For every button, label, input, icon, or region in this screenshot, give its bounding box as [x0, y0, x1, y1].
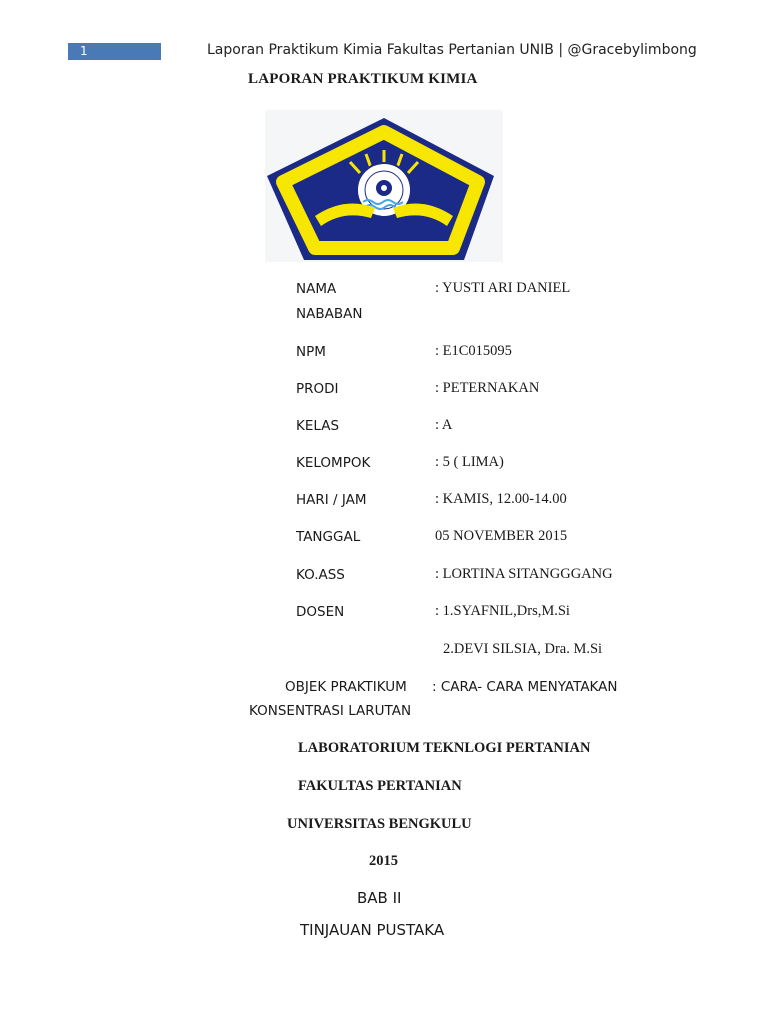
field-label-hari-jam: HARI / JAM	[296, 492, 367, 508]
objek-value: : CARA- CARA MENYATAKAN	[432, 679, 618, 695]
field-label-ko-ass: KO.ASS	[296, 567, 345, 583]
report-year: 2015	[369, 853, 398, 869]
field-label-dosen: DOSEN	[296, 604, 345, 620]
university-logo	[265, 110, 503, 262]
field-label-kelas: KELAS	[296, 418, 340, 434]
running-header: Laporan Praktikum Kimia Fakultas Pertanian UNIB | @Gracebylimbong	[207, 42, 697, 58]
chapter-number: BAB II	[357, 889, 402, 907]
faculty-name: FAKULTAS PERTANIAN	[298, 778, 462, 794]
field-label-prodi: PRODI	[296, 381, 339, 397]
field-value-dosen: : 1.SYAFNIL,Drs,M.Si	[435, 603, 570, 619]
field-value-hari-jam: : KAMIS, 12.00-14.00	[435, 491, 567, 507]
page-number-badge: 1	[68, 43, 161, 60]
field-label-nama: NAMA	[296, 281, 337, 297]
chapter-title: TINJAUAN PUSTAKA	[300, 921, 445, 939]
field-label-kelompok: KELOMPOK	[296, 455, 371, 471]
field-value-tanggal: 05 NOVEMBER 2015	[435, 528, 568, 544]
objek-value-continuation: KONSENTRASI LARUTAN	[249, 703, 412, 719]
university-name: UNIVERSITAS BENGKULU	[287, 816, 472, 832]
field-value-nama: : YUSTI ARI DANIEL	[435, 280, 571, 296]
field-value-npm: : E1C015095	[435, 343, 512, 359]
objek-label: OBJEK PRAKTIKUM	[285, 679, 407, 695]
field-value-nama-continuation: NABABAN	[296, 306, 363, 322]
field-value-kelas: : A	[435, 417, 453, 433]
field-label-npm: NPM	[296, 344, 326, 360]
field-label-tanggal: TANGGAL	[296, 529, 361, 545]
field-value-prodi: : PETERNAKAN	[435, 380, 540, 396]
university-emblem-icon	[265, 110, 503, 262]
field-value-dosen-continuation: 2.DEVI SILSIA, Dra. M.Si	[443, 641, 603, 657]
lab-name: LABORATORIUM TEKNLOGI PERTANIAN	[298, 740, 591, 756]
report-title: LAPORAN PRAKTIKUM KIMIA	[248, 71, 478, 87]
field-value-ko-ass: : LORTINA SITANGGGANG	[435, 566, 613, 582]
field-value-kelompok: : 5 ( LIMA)	[435, 454, 504, 470]
